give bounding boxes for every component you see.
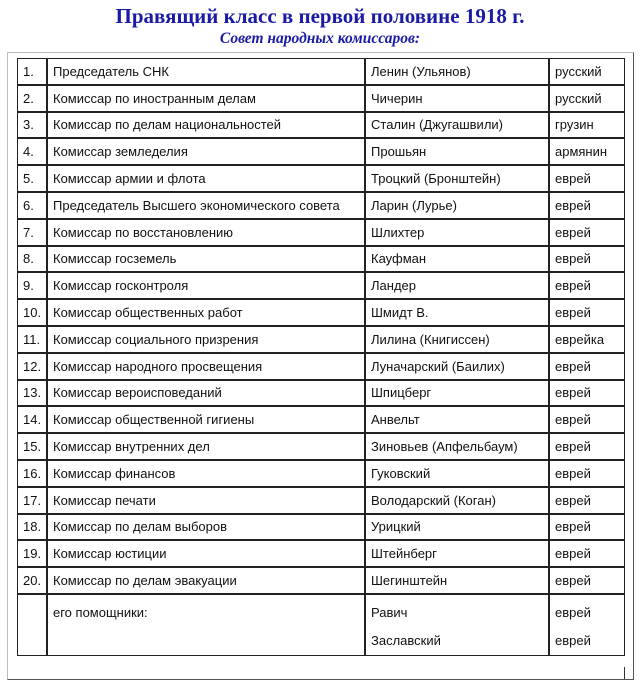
table-row [17,85,625,112]
position-cell: Комиссар по иностранным делам [47,85,365,112]
table-row [17,219,625,246]
nationality-cell: русский [549,85,625,112]
name-cell: Ландер [365,272,549,299]
position-cell: Комиссар армии и флота [47,165,365,192]
text-cursor [624,667,625,679]
name-cell: Шегинштейн [365,567,549,594]
nationality-cell: русский [549,58,625,85]
nationality-cell: еврей [549,272,625,299]
position-cell: Комиссар юстиции [47,540,365,567]
table-row [17,353,625,380]
name-cell: Гуковский [365,460,549,487]
row-number: 20. [17,567,47,594]
position-cell: Комиссар по делам выборов [47,514,365,541]
nationality-cell: еврей [549,192,625,219]
nationality-cell: еврей [549,514,625,541]
position-cell: Комиссар печати [47,487,365,514]
name-cell: Прошьян [365,138,549,165]
position-cell: Комиссар социального призрения [47,326,365,353]
position-cell: Комиссар вероисповеданий [47,380,365,407]
position-cell: Комиссар земледелия [47,138,365,165]
position-cell: Комиссар народного просвещения [47,353,365,380]
nationality-cell: еврей [549,567,625,594]
nationality-cell: еврей [549,487,625,514]
table-row [17,112,625,139]
nationality-cell: еврей [549,460,625,487]
name-cell: Урицкий [365,514,549,541]
position-cell: Комиссар госземель [47,246,365,273]
table-row [17,460,625,487]
table-row [17,192,625,219]
table-row [17,567,625,594]
helpers-names [365,594,549,656]
row-number: 15. [17,433,47,460]
table-row [17,246,625,273]
nationality-cell: армянин [549,138,625,165]
row-number: 8. [17,246,47,273]
row-number: 4. [17,138,47,165]
name-cell: Шмидт В. [365,299,549,326]
row-number: 14. [17,406,47,433]
position-cell: Комиссар финансов [47,460,365,487]
nationality-cell: еврей [549,219,625,246]
name-cell: Штейнберг [365,540,549,567]
name-cell: Троцкий (Бронштейн) [365,165,549,192]
table-row [17,58,625,85]
nationality-cell: еврей [549,540,625,567]
nationality-cell: еврей [549,353,625,380]
table-row [17,165,625,192]
helpers-row [17,594,625,656]
position-cell: Комиссар по делам эвакуации [47,567,365,594]
row-number: 7. [17,219,47,246]
nationality-cell: еврей [549,299,625,326]
row-number: 5. [17,165,47,192]
table-row [17,540,625,567]
row-number: 18. [17,514,47,541]
name-cell: Чичерин [365,85,549,112]
nationality-cell: еврей [549,406,625,433]
position-cell: Комиссар госконтроля [47,272,365,299]
nationality-cell: еврей [549,433,625,460]
row-number: 10. [17,299,47,326]
row-number: 17. [17,487,47,514]
row-number: 9. [17,272,47,299]
row-number: 13. [17,380,47,407]
table-row [17,326,625,353]
name-cell: Кауфман [365,246,549,273]
table-row [17,406,625,433]
page-title: Правящий класс в первой половине 1918 г. [115,4,525,28]
helper-nationality: еврей [555,604,591,620]
row-number: 16. [17,460,47,487]
commissars-table [17,58,625,656]
name-cell: Ларин (Лурье) [365,192,549,219]
name-cell: Володарский (Коган) [365,487,549,514]
name-cell: Шпицберг [365,380,549,407]
table-row [17,272,625,299]
table-row [17,433,625,460]
nationality-cell: еврей [549,246,625,273]
row-number: 11. [17,326,47,353]
name-cell: Луначарский (Баилих) [365,353,549,380]
row-number: 1. [17,58,47,85]
name-cell: Лилина (Книгиссен) [365,326,549,353]
name-cell: Шлихтер [365,219,549,246]
nationality-cell: еврейка [549,326,625,353]
row-number: 12. [17,353,47,380]
row-number: 3. [17,112,47,139]
nationality-cell: грузин [549,112,625,139]
row-number: 6. [17,192,47,219]
helpers-label: его помощники: [47,594,365,656]
nationality-cell: еврей [549,165,625,192]
name-cell: Ленин (Ульянов) [365,58,549,85]
position-cell: Комиссар по восстановлению [47,219,365,246]
table-row [17,380,625,407]
helper-nationality: еврей [555,632,591,648]
helper-name: Равич [371,604,408,620]
page-subtitle: Совет народных комиссаров: [219,30,421,47]
position-cell: Председатель СНК [47,58,365,85]
name-cell: Сталин (Джугашвили) [365,112,549,139]
row-number-empty [17,594,47,656]
helper-name: Заславский [371,632,441,648]
helpers-nationalities [549,594,625,656]
nationality-cell: еврей [549,380,625,407]
name-cell: Зиновьев (Апфельбаум) [365,433,549,460]
table-row [17,487,625,514]
position-cell: Комиссар общественных работ [47,299,365,326]
table-row [17,514,625,541]
row-number: 19. [17,540,47,567]
position-cell: Комиссар по делам национальностей [47,112,365,139]
table-row [17,138,625,165]
table-row [17,299,625,326]
name-cell: Анвельт [365,406,549,433]
position-cell: Председатель Высшего экономического совета [47,192,365,219]
row-number: 2. [17,85,47,112]
position-cell: Комиссар внутренних дел [47,433,365,460]
position-cell: Комиссар общественной гигиены [47,406,365,433]
